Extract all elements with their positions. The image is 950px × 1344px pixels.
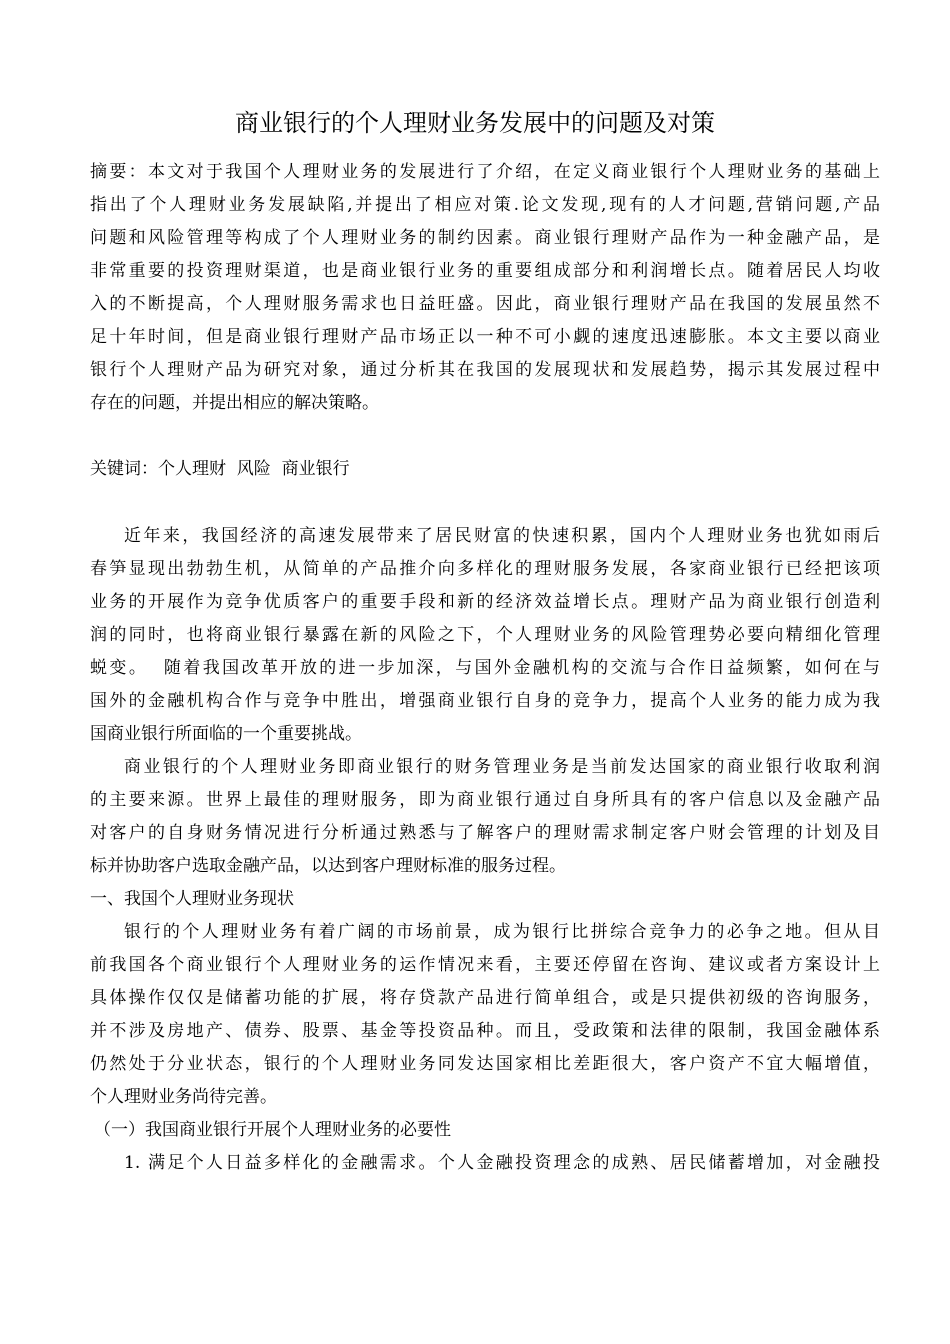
body-line: 蜕变。 随着我国改革开放的进一步加深，与国外金融机构的交流与合作日益频繁，如何在与 [90, 658, 880, 678]
body-line: 1. 满足个人日益多样化的金融需求。个人金融投资理念的成熟、居民储蓄增加，对金融投 [124, 1153, 880, 1173]
body-line: 业务的开展作为竞争优质客户的重要手段和新的经济效益增长点。理财产品为商业银行创造利 [90, 592, 880, 612]
body-line: 仍然处于分业状态，银行的个人理财业务同发达国家相比差距很大，客户资产不宜大幅增值， [90, 1054, 880, 1074]
body-line: 春笋显现出勃勃生机，从简单的产品推介向多样化的理财服务发展，各家商业银行已经把该项 [90, 559, 880, 579]
body-line: 个人理财业务尚待完善。 [90, 1087, 277, 1107]
body-line: 国外的金融机构合作与竞争中胜出，增强商业银行自身的竞争力，提高个人业务的能力成为我 [90, 691, 880, 711]
abstract-line: 足十年时间，但是商业银行理财产品市场正以一种不可小觑的速度迅速膨胀。本文主要以商业 [90, 327, 880, 347]
document-title: 商业银行的个人理财业务发展中的问题及对策 [235, 109, 715, 137]
abstract-line: 入的不断提高，个人理财服务需求也日益旺盛。因此，商业银行理财产品在我国的发展虽然不 [90, 294, 880, 314]
abstract-line: 问题和风险管理等构成了个人理财业务的制约因素。商业银行理财产品作为一种金融产品，是 [90, 228, 880, 248]
body-line: 前我国各个商业银行个人理财业务的运作情况来看，主要还停留在咨询、建议或者方案设计上 [90, 955, 880, 975]
abstract-line: 存在的问题，并提出相应的解决策略。 [90, 393, 379, 413]
abstract-line: 指出了个人理财业务发展缺陷,并提出了相应对策.论文发现,现有的人才问题,营销问题,产品 [90, 195, 880, 215]
body-line: 近年来，我国经济的高速发展带来了居民财富的快速积累，国内个人理财业务也犹如雨后 [124, 526, 880, 546]
body-line: 的主要来源。世界上最佳的理财服务，即为商业银行通过自身所具有的客户信息以及金融产品 [90, 790, 880, 810]
section-heading: 一、我国个人理财业务现状 [90, 889, 294, 909]
abstract-line: 银行个人理财产品为研究对象，通过分析其在我国的发展现状和发展趋势，揭示其发展过程中 [90, 360, 880, 380]
body-line: 标并协助客户选取金融产品，以达到客户理财标准的服务过程。 [90, 856, 566, 876]
body-line: 银行的个人理财业务有着广阔的市场前景，成为银行比拼综合竞争力的必争之地。但从目 [124, 922, 880, 942]
body-line: 对客户的自身财务情况进行分析通过熟悉与了解客户的理财需求制定客户财会管理的计划及目 [90, 823, 880, 843]
abstract-line: 非常重要的投资理财渠道，也是商业银行业务的重要组成部分和利润增长点。随着居民人均收 [90, 261, 880, 281]
abstract-line: 摘要：本文对于我国个人理财业务的发展进行了介绍，在定义商业银行个人理财业务的基础上 [90, 162, 880, 182]
body-line: 商业银行的个人理财业务即商业银行的财务管理业务是当前发达国家的商业银行收取利润 [124, 757, 880, 777]
body-line: 润的同时，也将商业银行暴露在新的风险之下，个人理财业务的风险管理势必要向精细化管理 [90, 625, 880, 645]
body-line: 国商业银行所面临的一个重要挑战。 [90, 724, 362, 744]
body-line: 具体操作仅仅是储蓄功能的扩展，将存贷款产品进行简单组合，或是只提供初级的咨询服务， [90, 988, 880, 1008]
body-line: 并不涉及房地产、债券、股票、基金等投资品种。而且，受政策和法律的限制，我国金融体系 [90, 1021, 880, 1041]
keywords: 关键词：个人理财 风险 商业银行 [90, 459, 350, 479]
subsection-heading: （一）我国商业银行开展个人理财业务的必要性 [94, 1120, 451, 1140]
